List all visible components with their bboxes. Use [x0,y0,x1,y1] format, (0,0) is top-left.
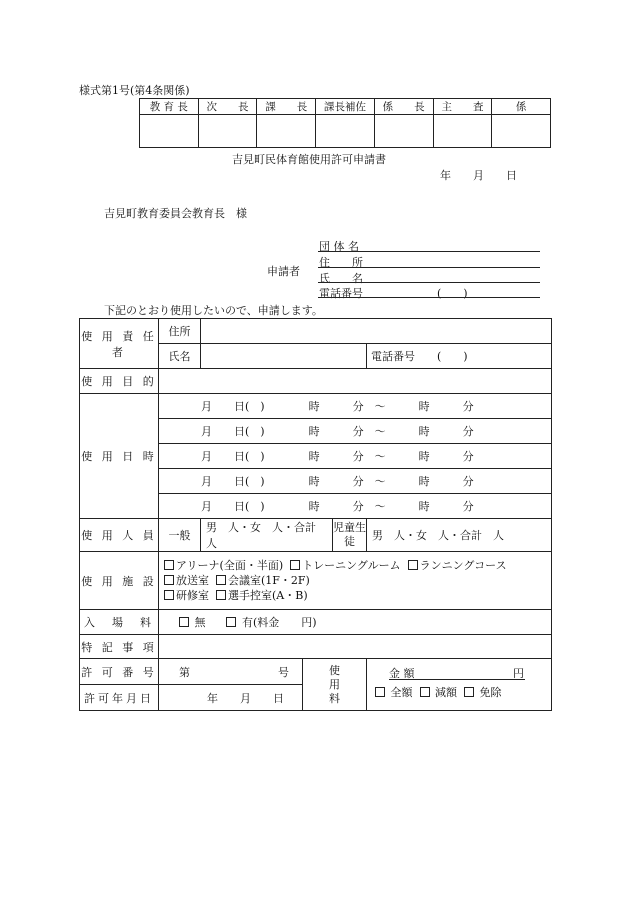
facility-options[interactable] [159,552,552,610]
child-counts-text: 男 人・女 人・合計 人 [372,529,504,542]
permit-number-value: 第 号 [179,665,289,679]
general-counts[interactable] [201,519,333,552]
approval-head-7: 係 [492,99,551,115]
permit-number-field[interactable] [159,659,303,685]
child-counts[interactable] [367,519,552,552]
datetime-entry: 月 日( ) 時 分 ～ 時 分 [201,500,474,513]
phone-line[interactable] [318,297,540,298]
facility-option: 研修室 [176,589,209,602]
notes-label: 特 記 事 項 [80,635,159,659]
datetime-entry: 月 日( ) 時 分 ～ 時 分 [201,475,474,488]
approval-stamp-cell[interactable] [140,115,199,148]
datetime-row[interactable] [159,444,552,469]
responsible-name-label: 氏名 [159,344,201,369]
persons-label: 使 用 人 員 [80,519,159,552]
permit-number-label: 許 可 番 号 [80,659,159,685]
responsible-address-field[interactable] [201,319,552,344]
name-label: 氏 名 [319,272,363,285]
responsible-phone-field[interactable] [367,344,552,369]
datetime-row[interactable] [159,494,552,519]
datetime-entry: 月 日( ) 時 分 ～ 時 分 [201,450,474,463]
fee-yes: 有(料金 円) [241,616,317,629]
approval-stamp-cell[interactable] [316,115,375,148]
fee-reduction-options[interactable] [375,684,502,700]
phone-paren: ( ) [437,287,468,300]
checkbox-icon[interactable] [164,590,174,600]
date-line: 年 月 日 [440,169,517,182]
approval-head-4: 課長補佐 [316,99,375,115]
document-title: 吉見町民体育館使用許可申請書 [232,153,386,166]
approval-head-6: 主 査 [433,99,492,115]
checkbox-icon[interactable] [216,575,226,585]
purpose-field[interactable] [159,369,552,394]
full-option: 全額 [390,686,413,699]
checkbox-icon[interactable] [226,617,236,627]
responsible-address-label: 住所 [159,319,201,344]
approval-stamp-cell[interactable] [492,115,551,148]
general-counts-text: 男 人・女 人・合計 人 [206,521,327,550]
approval-head-1: 教 育 長 [140,99,199,115]
checkbox-icon[interactable] [375,687,385,697]
amount-label: 金 額 [389,667,415,680]
exempt-option: 免除 [479,686,502,699]
facility-option: トレーニングルーム [302,559,401,572]
approval-head-2: 次 長 [198,99,257,115]
checkbox-icon[interactable] [164,575,174,585]
amount-line[interactable] [389,679,525,680]
facility-option: 放送室 [176,574,209,587]
fee-none: 無 [194,616,206,629]
intro-text: 下記のとおり使用したいので、申請します。 [104,304,323,317]
approval-stamp-cell[interactable] [374,115,433,148]
approval-stamp-cell[interactable] [257,115,316,148]
responsible-phone-label: 電話番号 ( ) [371,350,468,363]
child-label: 児童生徒 [333,519,367,552]
form-number: 様式第1号(第4条関係) [79,84,190,97]
datetime-row[interactable] [159,394,552,419]
checkbox-icon[interactable] [164,560,174,570]
approval-head-5: 係 長 [374,99,433,115]
approval-stamp-cell[interactable] [433,115,492,148]
general-label: 一般 [159,519,201,552]
checkbox-icon[interactable] [216,590,226,600]
facility-option: 選手控室(A・B) [228,589,308,602]
responsible-name-field[interactable] [201,344,367,369]
application-form-table [79,318,552,711]
address-label: 住 所 [319,256,363,269]
notes-field[interactable] [159,635,552,659]
checkbox-icon[interactable] [408,560,418,570]
approval-stamp-table [139,98,551,148]
name-line[interactable] [318,282,540,283]
addressee: 吉見町教育委員会教育長 様 [104,207,247,220]
usage-fee-cell[interactable] [367,659,552,711]
permit-date-value: 年 月 日 [207,691,284,705]
approval-head-3: 課 長 [257,99,316,115]
facility-option: アリーナ(全面・半面) [176,559,284,572]
facility-option: ランニングコース [419,559,507,572]
checkbox-icon[interactable] [420,687,430,697]
fee-label: 入 場 料 [80,610,159,635]
datetime-row[interactable] [159,469,552,494]
checkbox-icon[interactable] [464,687,474,697]
phone-label: 電話番号 [319,287,363,300]
purpose-label: 使 用 目 的 [80,369,159,394]
applicant-label: 申請者 [267,265,300,278]
datetime-entry: 月 日( ) 時 分 ～ 時 分 [201,425,474,438]
fee-options[interactable] [159,610,552,635]
facility-label: 使 用 施 設 [80,552,159,610]
usage-fee-label: 使用料 [303,659,367,711]
responsible-label: 使 用 責 任 者 [80,319,159,369]
permit-date-label: 許可年月日 [80,685,159,711]
checkbox-icon[interactable] [290,560,300,570]
facility-option: 会議室(1F・2F) [228,574,310,587]
reduced-option: 減額 [435,686,457,699]
permit-date-field[interactable] [159,685,303,711]
address-line[interactable] [318,267,540,268]
datetime-entry: 月 日( ) 時 分 ～ 時 分 [201,400,474,413]
yen-label: 円 [513,667,524,680]
datetime-row[interactable] [159,419,552,444]
checkbox-icon[interactable] [179,617,189,627]
group-name-line[interactable] [318,251,540,252]
approval-stamp-cell[interactable] [198,115,257,148]
group-name-label: 団 体 名 [319,240,359,253]
datetime-label: 使 用 日 時 [80,394,159,519]
